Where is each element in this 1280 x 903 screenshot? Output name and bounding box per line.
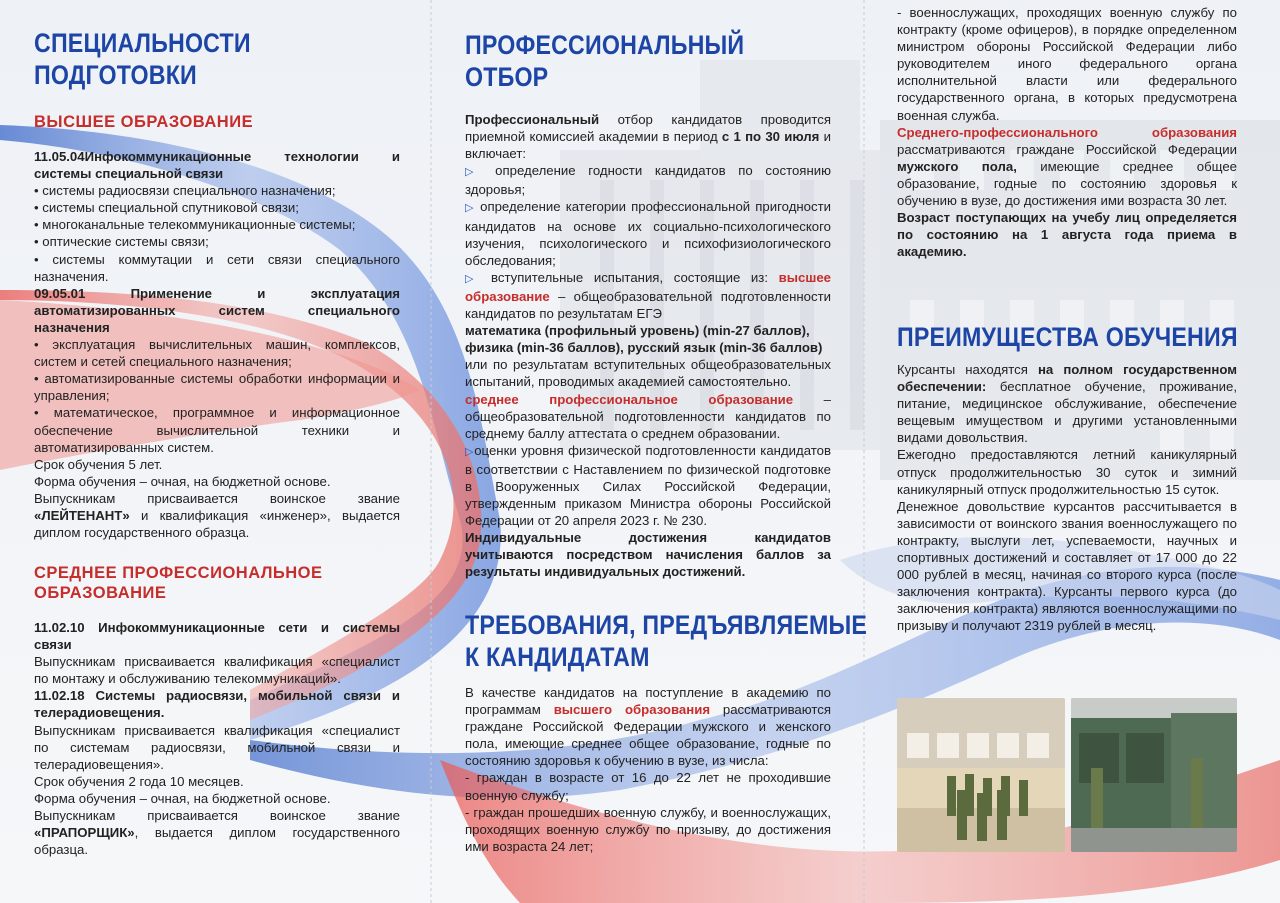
higher-education-heading: ВЫСШЕЕ ОБРАЗОВАНИЕ (34, 113, 254, 131)
sec-spec1-title: 11.02.10 Инфокоммуникационные сети и системы связи (34, 620, 400, 653)
selection-item-physical (465, 442, 831, 529)
spo-text: рассматриваются граждане Российской Федерации (897, 141, 1237, 157)
specialties-title-line2: ПОДГОТОВКИ (34, 60, 197, 90)
sec-term: Срок обучения 2 года 10 месяцев. (34, 773, 244, 789)
req-text: В качестве кандидатов на поступление в академию по программам (465, 685, 831, 718)
benefits-text: бесплатное обучение, проживание, питание, медицинское обслуживание, обеспечение вещевым имуществом и другими установленными видами довольствия. (897, 379, 1237, 446)
item-text: определение категории профессиональной пригодности кандидатов на основе их социально-психологического изучения, психологического и психофизиологического обследования; (465, 199, 832, 268)
item-text: – общеобразовательной подготовленности кандидатов по результатам ЕГЭ (465, 288, 831, 322)
higher-graduation (34, 490, 400, 541)
spo-requirements (897, 124, 1237, 209)
spec2-item: • математическое, программное и информационное обеспечение вычислительной техники и автоматизированных систем. (34, 405, 400, 455)
spec2-item: • эксплуатация вычислительных машин, комплексов, систем и сетей специального назначения; (34, 337, 400, 370)
triangle-bullet-icon: ▷ (465, 202, 475, 215)
exam-subjects-line2: физика (min-36 баллов), русский язык (min-36 баллов) (465, 340, 823, 356)
grad-rank-lieutenant: «ЛЕЙТЕНАНТ» (34, 507, 130, 523)
item-text: оценки уровня физической подготовленности кандидатов в соответствии с Наставлением по физической подготовке в Вооруженных Силах Российской Федерации, утвержденным приказом Министра обороны Российской Федерации от 20 апреля 2023 г. № 230. (465, 442, 831, 529)
column-specialties (34, 0, 400, 903)
spo-text: имеющие среднее общее образование, годные по состоянию здоровья к обучению в вузе, до достижения ими возраста 30 лет. (897, 158, 1237, 209)
secondary-ed-label: среднее профессиональное образование (465, 391, 794, 407)
higher-form: Форма обучения – очная, на бюджетной основе. (34, 473, 331, 489)
secondary-heading-line2: ОБРАЗОВАНИЕ (34, 584, 167, 602)
exam-alternative: или по результатам вступительных общеобразовательных испытаний, проводимых академией самостоятельно. (465, 357, 831, 390)
spec1-item: • системы коммутации и сети связи специального назначения. (34, 251, 400, 284)
spec2-title: 09.05.01 Применение и эксплуатация автоматизированных систем специального назначения (34, 285, 400, 335)
benefits-vacation: Ежегодно предоставляются летний каникулярный отпуск продолжительностью 30 суток и зимний каникулярный отпуск продолжительностью 15 суток. (897, 447, 1237, 497)
item-text: вступительные испытания, состоящие из: (491, 269, 769, 285)
requirements-block (465, 684, 831, 855)
requirements-continued (897, 4, 1237, 260)
triangle-bullet-icon: ▷ (465, 445, 475, 458)
intro-text: отбор кандидатов проводится приемной комиссией академии в период (465, 112, 831, 145)
sec-graduation (34, 807, 400, 858)
higher-ed-label: высшее образование (465, 269, 832, 304)
secondary-education-block (34, 619, 400, 858)
benefits-title: ПРЕИМУЩЕСТВА ОБУЧЕНИЯ (897, 322, 1238, 352)
spec2-item: • автоматизированные системы обработки информации и управления; (34, 371, 400, 404)
secondary-exam (465, 391, 831, 442)
achievements-note: Индивидуальные достижения кандидатов учитываются посредством начисления баллов за результаты индивидуальных достижений. (465, 530, 831, 580)
spo-heading: Среднего-профессионального образования (897, 124, 1237, 140)
sec-spec2-title: 11.02.18 Системы радиосвязи, мобильной связи и телерадиовещения. (34, 688, 400, 721)
benefits-salary: Денежное довольствие курсантов рассчитывается в зависимости от воинского звания военнослужащего по контракту, выслуги лет, успеваемости, научных и спортивных достижений и составляет от 17 000 до 22 000 рублей в месяц, начиная со второго курса (после заключения контракта). Курсанты первого курса (до заключения контракта) являются военнослужащими по призыву и получают 2319 рублей в месяц. (897, 498, 1237, 634)
selection-title-line1: ПРОФЕССИОНАЛЬНЫЙ (465, 30, 745, 60)
triangle-bullet-icon: ▷ (465, 272, 481, 285)
selection-block (465, 111, 831, 581)
grad-suffix: и квалификация «инженер», выдается диплом государственного образца. (34, 507, 400, 541)
sec-form: Форма обучения – очная, на бюджетной основе. (34, 790, 331, 806)
spec1-item: • многоканальные телекоммуникационные системы; (34, 217, 356, 233)
cadets-equipment-photo (1071, 698, 1237, 852)
requirements-item: - граждан прошедших военную службу, и военнослужащих, проходящих военную службу по призыву, до достижения ими возраста 24 лет; (465, 804, 831, 854)
grad-rank-warrant: «ПРАПОРЩИК» (34, 825, 135, 841)
spec1-item: • оптические системы связи; (34, 234, 209, 250)
requirements-title-line2: К КАНДИДАТАМ (465, 642, 650, 672)
cadets-training-photo (897, 698, 1065, 852)
intro-bold: Профессиональный (465, 112, 600, 127)
benefits-block (897, 361, 1237, 635)
benefits-support (897, 361, 1237, 446)
sec-spec2-text: Выпускникам присваивается квалификация «специалист по системам радиосвязи, мобильной связи и телерадиовещения». (34, 722, 400, 772)
triangle-bullet-icon: ▷ (465, 166, 483, 179)
column-selection (465, 0, 868, 903)
spec1-item: • системы специальной спутниковой связи; (34, 200, 299, 216)
selection-title-line2: ОТБОР (465, 62, 549, 92)
higher-ed-label: высшего образования (553, 702, 711, 718)
item-text: – общеобразовательной подготовленности кандидатов по среднему баллу аттестата о среднем образовании. (465, 391, 831, 441)
selection-item-category (465, 198, 831, 268)
age-note: Возраст поступающих на учебу лиц определяется по состоянию на 1 августа года приема в академию. (897, 210, 1237, 260)
spo-bold: мужского пола, (897, 158, 1017, 174)
higher-term: Срок обучения 5 лет. (34, 456, 163, 472)
higher-education-block (34, 148, 400, 541)
selection-item-exams (465, 269, 831, 322)
secondary-heading-line1: СРЕДНЕЕ ПРОФЕССИОНАЛЬНОЕ (34, 564, 323, 582)
exam-subjects-line1: математика (профильный уровень) (min-27 баллов), (465, 323, 810, 339)
item-text: определение годности кандидатов по состоянию здоровья; (465, 163, 831, 198)
specialties-title-line1: СПЕЦИАЛЬНОСТИ (34, 28, 251, 58)
benefits-bold: на полном государственном обеспечении: (897, 362, 1238, 395)
intro-end: и включает: (465, 129, 832, 162)
intro-dates: с 1 по 30 июля (721, 129, 820, 145)
requirements-contract-item: - военнослужащих, проходящих военную службу по контракту (кроме офицеров), в порядке определенном министром обороны Российской Федерации либо руководителем иного федерального органа исполнительной власти или федерального государственного органа, в которых предусмотрена военная служба. (897, 5, 1237, 123)
selection-intro (465, 111, 831, 162)
req-text: рассматриваются граждане Российской Федерации мужского и женского пола, имеющие среднее общее образование, годные по состоянию здоровья к обучению в вузе, из числа: (465, 702, 831, 769)
benefits-text: Курсанты находятся (897, 362, 1038, 377)
spec1-title: 11.05.04Инфокоммуникационные технологии и системы специальной связи (34, 149, 400, 182)
spec1-item: • системы радиосвязи специального назначения; (34, 183, 336, 199)
grad-prefix: Выпускникам присваивается воинское звание (34, 490, 400, 506)
requirements-title-line1: ТРЕБОВАНИЯ, ПРЕДЪЯВЛЯЕМЫЕ (465, 610, 868, 640)
requirements-intro (465, 684, 831, 769)
selection-item-health (465, 162, 831, 198)
sec-spec1-text: Выпускникам присваивается квалификация «специалист по монтажу и обслуживанию телекоммуникаций». (34, 654, 400, 687)
grad-prefix: Выпускникам присваивается воинское звание (34, 808, 400, 824)
requirements-item: - граждан в возрасте от 16 до 22 лет не проходившие военную службу; (465, 770, 831, 803)
grad-suffix: , выдается диплом государственного образца. (34, 825, 400, 858)
